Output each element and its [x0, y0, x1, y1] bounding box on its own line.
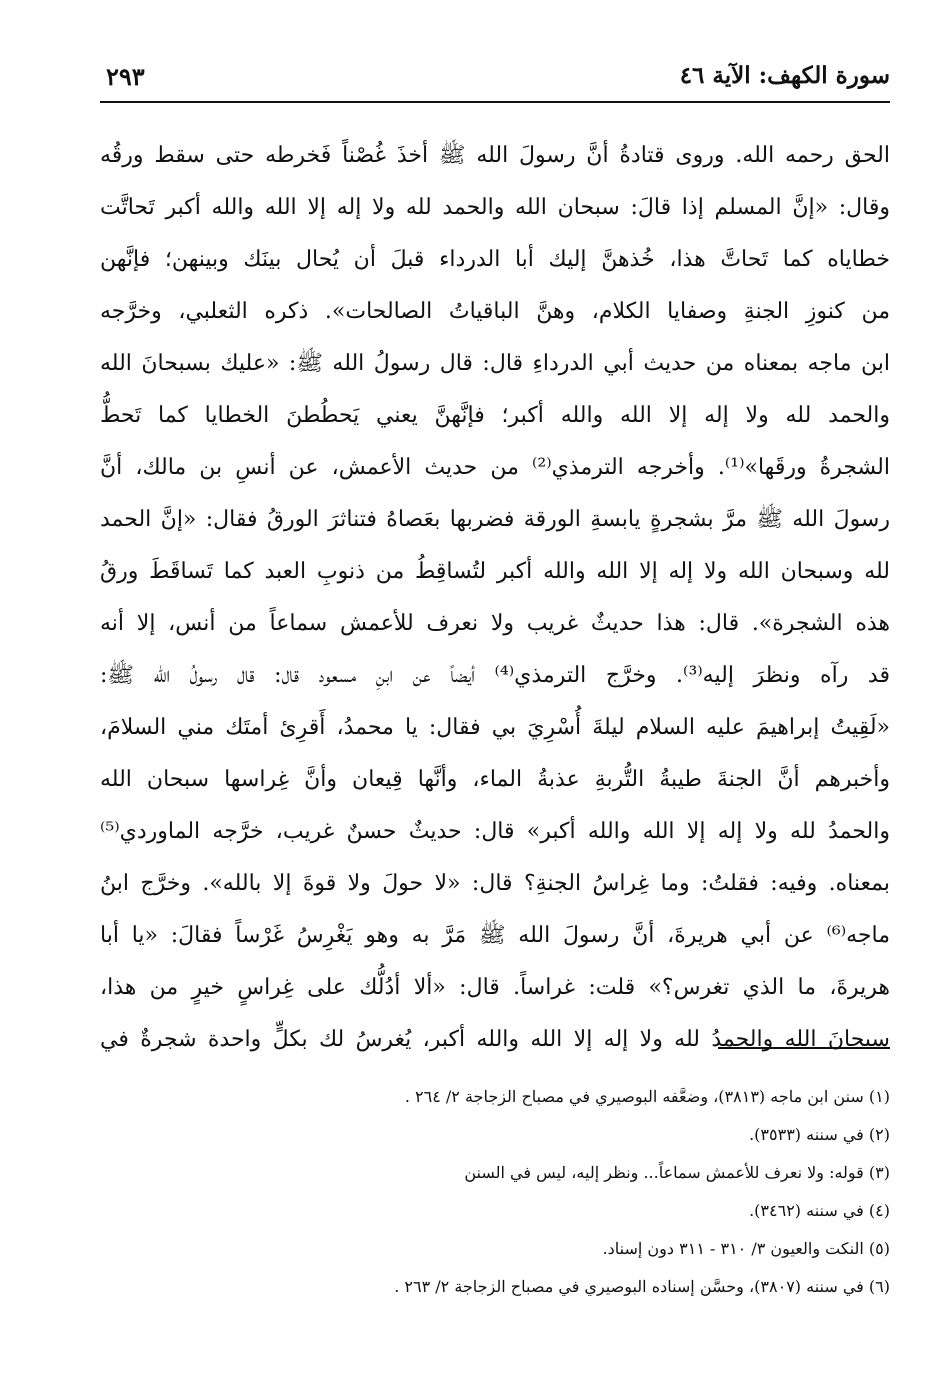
text-line: رسولَ الله ﷺ مرَّ بشجرةٍ يابسةِ الورقة فضربها بعَصاهُ فتناثرَ الورقُ فقال: «إنَّ الحمد	[100, 507, 890, 532]
text-line: ابن ماجه بمعناه من حديث أبي الدرداءِ قال: قال رسولُ الله ﷺ: «عليك بسبحانَ الله	[100, 351, 890, 376]
text-line: والحمد لله ولا إله إلا الله والله أكبر؛ فإنَّهنَّ يعني يَحطُطنَ الخطايا كما تَحطُّ	[100, 403, 890, 428]
footnote-1: (١) سنن ابن ماجه (٣٨١٣)، وضعَّفه البوصيري في مصباح الزجاجة ٢/ ٢٦٤ .	[404, 1087, 890, 1106]
text-line: الحق رحمه الله. وروى قتادةُ أنَّ رسولَ الله ﷺ أخذَ غُصْناً فَخرطه حتى سقط ورقُه	[100, 143, 890, 168]
text-line: والحمدُ لله ولا إله إلا الله والله أكبر» قال: حديثٌ حسنٌ غريب، خرَّجه الماوردي⁽⁵⁾	[100, 819, 890, 844]
text-line: لله وسبحان الله ولا إله إلا الله والله أكبر لتُساقِطُ من ذنوبِ العبد كما تَساقَطَ ورقُ	[100, 559, 890, 584]
main-text	[100, 130, 890, 1066]
running-header	[100, 58, 890, 98]
footnote-3: (٣) قوله: ولا نعرف للأعمش سماعاً... ونظر إليه، ليس في السنن	[464, 1163, 890, 1182]
text-line: هريرةَ، ما الذي تغرس؟» قلت: غراساً. قال: «ألا أدُلُّك على غِراسٍ خيرٍ من هذا،	[100, 975, 890, 1000]
text-line: خطاياه كما تَحاتَّ هذا، خُذهنَّ إليك أبا الدرداء قبلَ أن يُحال بينَك وبينهن؛ فإنَّهن	[100, 247, 890, 272]
text-line: وقال: «إنَّ المسلم إذا قالَ: سبحان الله والحمد لله ولا إله إلا الله والله أكبر تَحاتَّت	[100, 195, 890, 220]
text-line: هذه الشجرة». قال: هذا حديثٌ غريب ولا نعرف للأعمش سماعاً من أنس، إلا أنه	[100, 611, 890, 636]
surah-verse-title: سورة الكهف: الآية ٤٦	[679, 62, 890, 89]
text-line: ماجه⁽⁶⁾ عن أبي هريرةَ، أنَّ رسولَ الله ﷺ مَرَّ به وهو يَغْرِسُ غَرْساً فقالَ: «يا أبا	[100, 923, 890, 948]
footnote-4: (٤) في سننه (٣٤٦٢).	[749, 1201, 890, 1220]
text-line: وأخبرهم أنَّ الجنةَ طيبةُ التُّربةِ عذبةُ الماء، وأنَّها قِيعان وأنَّ غِراسها سبحان الله	[100, 767, 890, 792]
footnote-6: (٦) في سننه (٣٨٠٧)، وحسَّن إسناده البوصيري في مصباح الزجاجة ٢/ ٢٦٣ .	[394, 1277, 890, 1296]
text-line: قد رآه ونظرَ إليه⁽³⁾. وخرَّج الترمذي⁽⁴⁾ أيضاً عن ابنِ مسعود قال: قال رسولُ الله ﷺ:	[100, 663, 890, 688]
footnote-divider	[718, 1047, 890, 1049]
text-line: الشجرةُ ورقَها»⁽¹⁾. وأخرجه الترمذي⁽²⁾ من حديث الأعمش، عن أنسِ بن مالك، أنَّ	[100, 455, 890, 480]
page-number: ٢٩٣	[106, 62, 145, 91]
footnotes	[100, 1078, 890, 1306]
footnote-2: (٢) في سننه (٣٥٣٣).	[749, 1125, 890, 1144]
footnote-5: (٥) النكت والعيون ٣/ ٣١٠ - ٣١١ دون إسناد.	[602, 1239, 890, 1258]
header-divider	[100, 101, 890, 103]
text-line: سبحانَ الله والحمدُ لله ولا إله إلا الله والله أكبر، يُغرسُ لك بكلٍّ واحدة شجرةٌ في	[100, 1027, 890, 1052]
text-line: «لَقِيتُ إبراهيمَ عليه السلام ليلةَ أُسْرِيَ بي فقال: يا محمدُ، أَقرِئ أمتَك مني السلامَ،	[100, 715, 890, 740]
text-line: بمعناه. وفيه: فقلتُ: وما غِراسُ الجنةِ؟ قال: «لا حولَ ولا قوةَ إلا بالله». وخرَّج ابنُ	[100, 871, 890, 896]
text-line: من كنوزِ الجنةِ وصفايا الكلام، وهنَّ الباقياتُ الصالحات». ذكره الثعلبي، وخرَّجه	[100, 299, 890, 324]
